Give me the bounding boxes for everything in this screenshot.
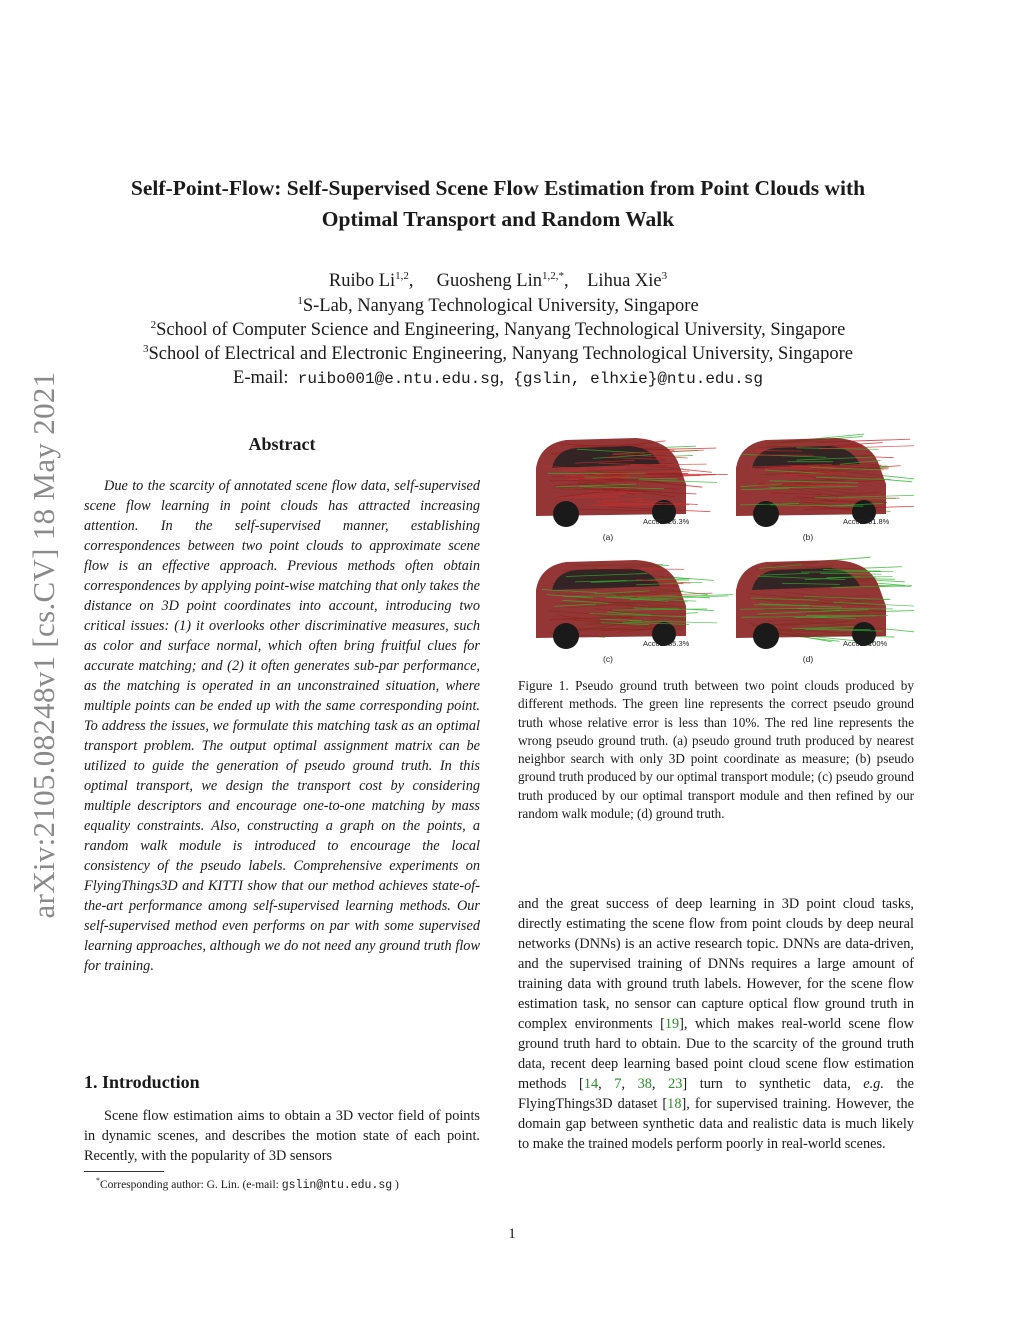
car-wheel xyxy=(553,501,579,527)
email-line xyxy=(70,366,926,391)
footnote-email[interactable]: gslin@ntu.edu.sg xyxy=(281,1179,393,1192)
body-text: ] turn to synthetic data, xyxy=(682,1076,864,1092)
figure-panel xyxy=(736,434,914,542)
author-list xyxy=(70,269,926,293)
body-text: and the great success of deep learning in 3D point cloud tasks, directly estimating the scene flow from point clouds by deep neural networks (DNNs) is an active research topic. DNNs are data-driven, and the supervised training of DNNs requires a large amount of training data with ground truth labels. However, for the scene flow estimation task, no sensor can capture optical flow ground truth in complex environments [ xyxy=(518,896,914,1032)
car-wheel xyxy=(753,623,779,649)
footnote-text: Corresponding author: G. Lin. (e-mail: xyxy=(100,1179,282,1191)
footnote-rule xyxy=(84,1171,164,1172)
intro-paragraph: Scene flow estimation aims to obtain a 3D vector field of points in dynamic scenes, and describes the motion state of each point. Recently, with the popularity of 3D sensors xyxy=(84,1108,480,1164)
figure-1 xyxy=(518,428,914,678)
page-number: 1 xyxy=(508,1226,516,1242)
affiliation-text: School of Electrical and Electronic Engineering, Nanyang Technological University, Singapore xyxy=(148,344,854,364)
body-text: the FlyingThings3D dataset [ xyxy=(518,1076,914,1112)
footnote xyxy=(96,1177,399,1194)
citation-link[interactable]: 38 xyxy=(637,1076,652,1092)
intro-paragraph-continued: and the great success of deep learning in 3D point cloud tasks, directly estimating the scene flow from point clouds by deep neural networks (DNNs) is an active research topic. DNNs are data-driven, and the supervised training of DNNs requires a large amount of training data with ground truth labels. However, for the scene flow estimation task, no sensor can capture optical flow ground truth in complex environments [19], which makes real-world scene flow ground truth hard to obtain. Due to the scarcity of the ground truth data, recent deep learning based point cloud scene flow estimation methods [14, 7, 38, 23] turn to synthetic data, e.g. the FlyingThings3D dataset [18], for supervised training. However, the domain gap between synthetic data and realistic data is much likely to make the trained models perform poorly in real-world scenes. xyxy=(518,896,914,1152)
author-sup: 3 xyxy=(661,270,668,282)
figure-panel xyxy=(736,557,914,664)
affiliation-3 xyxy=(70,342,926,366)
panel-label: (b) xyxy=(802,532,814,542)
abstract-heading: Abstract xyxy=(248,434,316,454)
paper-title xyxy=(70,173,926,235)
affiliation-sup: 1 xyxy=(297,295,303,307)
author-name: Guosheng Lin xyxy=(436,271,542,291)
author-sep: , xyxy=(564,271,569,291)
footnote-mark: * xyxy=(96,1176,100,1185)
body-text: ], for supervised training. However, the domain gap between synthetic data and realistic data is much likely to make the trained models perform poorly in real-world scenes. xyxy=(518,1096,914,1152)
panel-accuracy: Acc02: 26.3% xyxy=(643,517,690,526)
email-address-group[interactable]: {gslin, elhxie}@ntu.edu.sg xyxy=(513,370,763,388)
affiliation-1 xyxy=(70,294,926,318)
author-name: Ruibo Li xyxy=(328,271,396,291)
citation-link[interactable]: 14 xyxy=(583,1076,599,1092)
affiliation-sup: 2 xyxy=(150,319,157,331)
citation-link[interactable]: 19 xyxy=(664,1016,680,1032)
body-text: ], which makes real-world scene flow ground truth hard to obtain. Due to the scarcity of the ground truth data, recent deep learning based point cloud scene flow estimation methods [ xyxy=(518,1016,914,1092)
panel-label: (c) xyxy=(603,654,613,664)
affiliation-2 xyxy=(70,318,926,342)
affiliation-text: School of Computer Science and Engineering, Nanyang Technological University, Singapore xyxy=(156,320,846,340)
panel-label: (a) xyxy=(602,532,614,542)
author-sup: 1,2 xyxy=(395,270,409,282)
affiliation-text: S-Lab, Nanyang Technological University, Singapore xyxy=(302,296,699,316)
email-sep: , xyxy=(499,368,505,388)
title-line-2: Optimal Transport and Random Walk xyxy=(321,207,675,231)
footnote-end: ) xyxy=(395,1179,399,1191)
email-address[interactable]: ruibo001@e.ntu.edu.sg xyxy=(297,370,500,388)
figure-caption: Figure 1. Pseudo ground truth between two point clouds produced by different methods. The green line represents the correct pseudo ground truth whose relative error is less than 10%. The red line represents the wrong pseudo ground truth. (a) pseudo ground truth produced by nearest neighbor search with only 3D point coordinate as measure; (b) pseudo ground truth produced by our optimal transport module; (c) pseudo ground truth produced by our optimal transport module and then refined by our random walk module; (d) ground truth. xyxy=(518,678,914,822)
author-name: Lihua Xie xyxy=(587,271,662,291)
affiliation-sup: 3 xyxy=(142,343,149,355)
panel-label: (d) xyxy=(802,654,814,664)
author-sup: 1,2,* xyxy=(542,270,564,282)
figure-panel xyxy=(536,438,728,542)
body-text-italic: e.g. xyxy=(863,1076,884,1092)
author-sep: , xyxy=(408,271,414,291)
panel-accuracy: Acc02: 61.8% xyxy=(843,517,890,526)
arxiv-stamp: arXiv:2105.08248v1 [cs.CV] 18 May 2021 xyxy=(26,371,61,919)
panel-accuracy: Acc02: 100% xyxy=(843,639,888,648)
citation-link[interactable]: 18 xyxy=(667,1096,682,1112)
title-line-1: Self-Point-Flow: Self-Supervised Scene Flow Estimation from Point Clouds with xyxy=(130,176,866,200)
panel-accuracy: Acc02: 85.3% xyxy=(643,639,690,648)
citation-link[interactable]: 7 xyxy=(614,1076,622,1092)
section-heading: 1. Introduction xyxy=(84,1072,200,1092)
car-wheel xyxy=(553,623,579,649)
abstract-text: Due to the scarcity of annotated scene flow data, self-supervised scene flow learning in point clouds has attracted increasing attention. In the self-supervised manner, establishing correspondences between two point clouds to approximate scene flow is an effective approach. Previous methods often obtain correspondences by applying point-wise matching that only takes the distance on 3D point coordinates into account, introducing two critical issues: (1) it overlooks other discriminative measures, such as color and surface normal, which often bring fruitful clues for accurate matching; and (2) it often generates sub-par performance, as the matching is operated in an unconstrained situation, where multiple points can be ended up with the same corresponding point. To address the issues, we formulate this matching task as an optimal transport problem. The output optimal assignment matrix can be utilized to guide the generation of pseudo ground truth. In this optimal transport, we design the transport cost by considering multiple descriptors and encourage one-to-one matching by mass equality constraints. Also, constructing a graph on the points, a random walk module is introduced to encourage the local consistency of the pseudo labels. Comprehensive experiments on FlyingThings3D and KITTI show that our method achieves state-of-the-art performance among self-supervised learning methods. Our self-supervised method even performs on par with some supervised learning approaches, although we do not need any ground truth flow for training. xyxy=(84,478,480,974)
email-label: E-mail: xyxy=(233,368,289,388)
figure-panel xyxy=(536,560,733,664)
citation-link[interactable]: 23 xyxy=(668,1076,683,1092)
